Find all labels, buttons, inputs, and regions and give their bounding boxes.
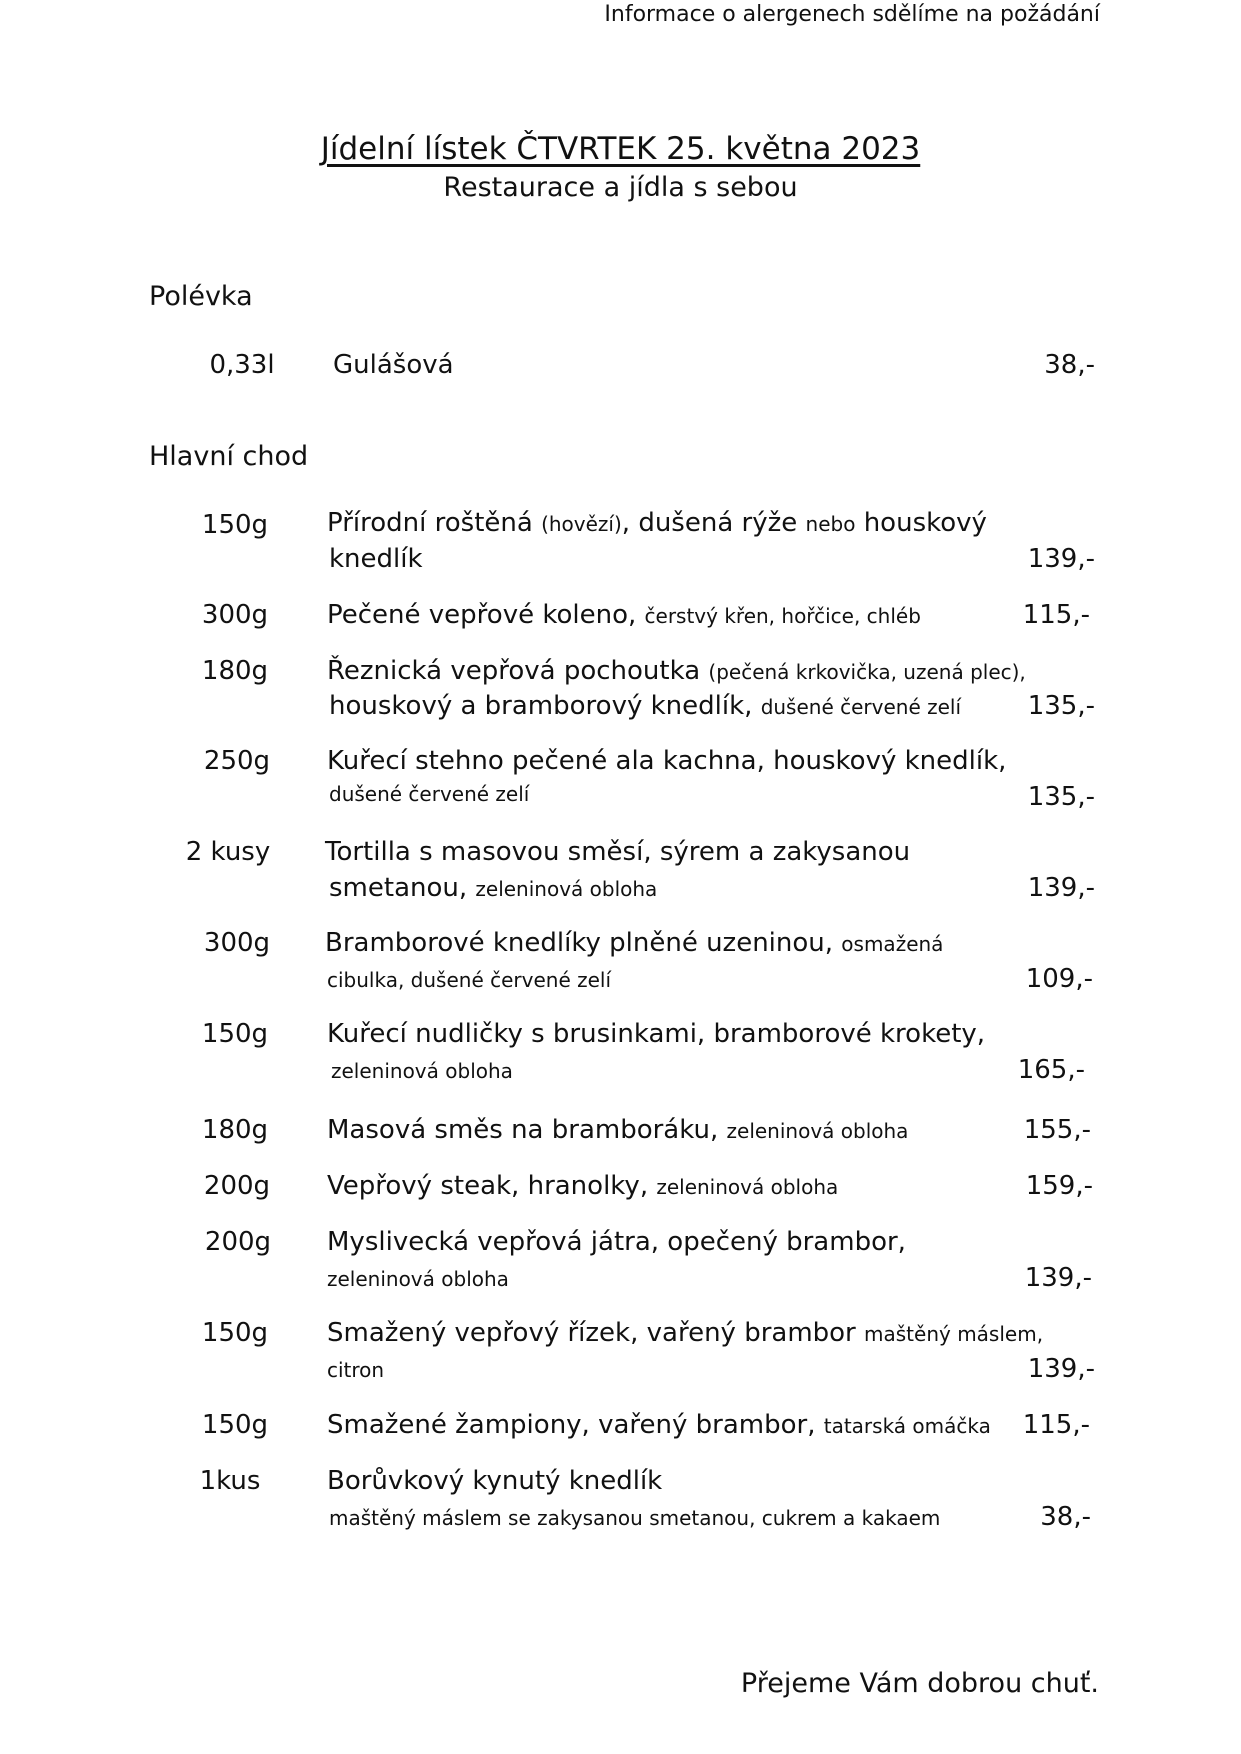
- item-description-line-1: Masová směs na bramboráku, zeleninová obloha: [327, 1115, 909, 1145]
- item-quantity: 200g: [203, 1171, 271, 1201]
- item-quantity: 300g: [201, 600, 269, 630]
- item-name: Gulášová: [333, 350, 454, 380]
- item-description-line-1: Smažený vepřový řízek, vařený brambor maštěný máslem,: [327, 1318, 1044, 1348]
- item-quantity: 200g: [204, 1227, 272, 1257]
- item-description-line-2: cibulka, dušené červené zelí: [327, 968, 612, 992]
- item-description-line-2: houskový a bramborový knedlík, dušené červené zelí: [329, 691, 962, 721]
- item-price: 159,-: [1025, 1171, 1093, 1201]
- item-description-line-1: Myslivecká vepřová játra, opečený brambor,: [327, 1227, 906, 1257]
- item-description-line-2: maštěný máslem se zakysanou smetanou, cukrem a kakaem: [329, 1506, 941, 1530]
- item-quantity: 180g: [201, 1115, 269, 1145]
- item-price: 38,-: [1040, 1502, 1091, 1532]
- item-quantity: 150g: [201, 1318, 269, 1348]
- item-description-line-1: Pečené vepřové koleno, čerstvý křen, hořčice, chléb: [327, 600, 921, 630]
- item-price: 155,-: [1023, 1115, 1091, 1145]
- item-price: 135,-: [1027, 782, 1095, 812]
- item-description-line-2: dušené červené zelí: [329, 782, 530, 806]
- item-price: 109,-: [1025, 964, 1093, 994]
- item-quantity: 1kus: [199, 1466, 261, 1496]
- item-price: 115,-: [1022, 600, 1090, 630]
- item-description-line-2: zeleninová obloha: [327, 1267, 509, 1291]
- item-description-line-1: Vepřový steak, hranolky, zeleninová obloha: [327, 1171, 839, 1201]
- item-price: 139,-: [1027, 544, 1095, 574]
- item-price: 139,-: [1024, 1263, 1092, 1293]
- item-description-line-1: Tortilla s masovou směsí, sýrem a zakysanou: [325, 837, 911, 867]
- closing-greeting: Přejeme Vám dobrou chuť.: [740, 1668, 1099, 1699]
- item-quantity: 150g: [201, 1410, 269, 1440]
- item-quantity: 150g: [201, 510, 269, 540]
- item-price: 38,-: [1044, 350, 1095, 380]
- item-quantity: 2 kusy: [185, 837, 271, 867]
- item-description-line-1: Smažené žampiony, vařený brambor, tatarská omáčka: [327, 1410, 991, 1440]
- item-price: 115,-: [1022, 1410, 1090, 1440]
- item-description-line-1: Kuřecí nudličky s brusinkami, bramborové krokety,: [327, 1019, 986, 1049]
- item-price: 165,-: [1017, 1055, 1085, 1085]
- item-quantity: 0,33l: [209, 350, 275, 380]
- item-description-line-1: Borůvkový kynutý knedlík: [327, 1466, 663, 1496]
- item-description-line-2: zeleninová obloha: [331, 1059, 513, 1083]
- item-description-line-2: citron: [327, 1358, 385, 1382]
- menu-subtitle: Restaurace a jídla s sebou: [443, 172, 798, 203]
- menu-title: Jídelní lístek ČTVRTEK 25. května 2023: [320, 131, 921, 167]
- item-price: 135,-: [1027, 691, 1095, 721]
- item-description-line-1: Přírodní roštěná (hovězí), dušená rýže nebo houskový: [327, 508, 987, 538]
- item-description-line-1: Kuřecí stehno pečené ala kachna, houskový knedlík,: [327, 746, 1007, 776]
- item-description-line-1: Bramborové knedlíky plněné uzeninou, osmažená: [325, 928, 944, 958]
- allergen-note: Informace o alergenech sdělíme na požádání: [604, 2, 1100, 27]
- item-quantity: 150g: [201, 1019, 269, 1049]
- section-heading-main: Hlavní chod: [149, 441, 309, 472]
- section-heading-soup: Polévka: [149, 281, 253, 312]
- item-price: 139,-: [1027, 1354, 1095, 1384]
- item-price: 139,-: [1027, 873, 1095, 903]
- item-description-line-2: knedlík: [329, 544, 423, 574]
- item-description-line-1: Řeznická vepřová pochoutka (pečená krkovička, uzená plec),: [327, 656, 1026, 686]
- item-description-line-2: smetanou, zeleninová obloha: [329, 873, 658, 903]
- item-quantity: 250g: [203, 746, 271, 776]
- item-quantity: 300g: [203, 928, 271, 958]
- item-quantity: 180g: [201, 656, 269, 686]
